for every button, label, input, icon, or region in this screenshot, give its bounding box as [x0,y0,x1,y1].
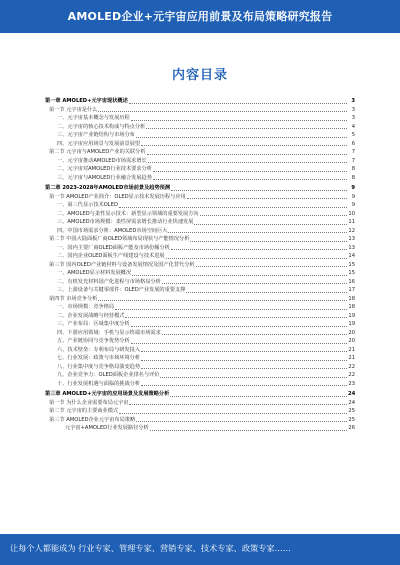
toc-page-number: 21 [348,355,355,361]
toc-page-number: 9 [351,185,355,191]
toc-entry-title: 第三节 AMOLED企业元宇宙布局策略 [49,416,136,423]
toc-entry-section[interactable] [45,235,355,244]
toc-page-number: 24 [348,391,355,397]
toc-entry-item[interactable] [45,201,355,210]
toc-page-number: 19 [348,312,355,319]
report-title: AMOLED企业+元宇宙应用前景及布局策略研究报告 [67,10,333,23]
toc-entry-item[interactable] [45,269,355,278]
table-of-contents [45,97,355,433]
toc-entry-chapter[interactable] [45,97,355,106]
toc-dot-leader [141,360,347,361]
toc-page-number: 8 [351,174,355,181]
toc-dot-leader [129,103,347,104]
toc-dot-leader [115,309,347,310]
toc-dot-leader [136,137,347,138]
toc-entry-title: 一、元宇宙基本概念与发展历程 [57,115,130,121]
toc-entry-title: 二、元宇宙的核心技术构成与特点分析 [57,123,146,130]
toc-dot-leader [119,413,347,414]
toc-entry-item[interactable] [45,380,355,389]
toc-entry-title: 第一节 为什么企业需要布局元宇宙 [49,399,129,406]
toc-page-number: 7 [351,149,355,155]
toc-entry-title: 二、国内企业OLED面板生产线建设与技术进展 [57,253,165,259]
toc-entry-title: 第一章 AMOLED+元宇宙现状概述 [45,98,128,104]
toc-entry-item[interactable] [45,140,355,149]
toc-entry-sub[interactable] [45,424,355,433]
toc-page-number: 5 [351,132,355,138]
toc-dot-leader [168,232,347,233]
toc-dot-leader [153,179,347,180]
toc-page-number: 25 [348,416,355,423]
toc-dot-leader [98,111,347,112]
toc-entry-title: 第一节 AMOLED产业简介：OLED显示技术发展历程与应用 [49,193,186,200]
toc-page-number: 3 [351,98,355,104]
toc-dot-leader [131,120,347,121]
toc-page-number: 8 [351,166,355,172]
toc-page-number: 14 [348,253,355,259]
toc-dot-leader [131,326,347,327]
toc-entry-item[interactable] [45,278,355,287]
toc-dot-leader [187,198,347,199]
toc-entry-section[interactable] [45,261,355,270]
toc-dot-leader [98,300,347,301]
toc-entry-item[interactable] [45,252,355,261]
toc-page-number: 7 [351,157,355,164]
toc-page-number: 4 [351,123,355,130]
toc-page-number: 13 [348,244,355,251]
toc-entry-section[interactable] [45,193,355,202]
toc-dot-leader [150,430,347,431]
toc-entry-title: 四、下游应用领域：手机与显示终端市场需求 [57,329,161,336]
toc-page-number: 21 [348,346,355,353]
toc-entry-title: 四、元宇宙应用场景与发展前景展望 [57,140,141,147]
toc-entry-item[interactable] [45,244,355,253]
toc-dot-leader [200,215,347,216]
toc-entry-title: 三、AMOLED市场规模：柔性屏需求增长推动行业快速发展 [57,219,194,225]
toc-dot-leader [170,396,347,397]
toc-dot-leader [141,368,347,369]
toc-entry-title: 二、元宇宙对AMOLED行业技术要求分析 [57,166,152,172]
toc-entry-title: 第二节 中国大陆面板厂商OLED领域布局现状与产能情况分析 [49,236,190,242]
toc-page-number: 6 [351,140,355,147]
report-header [0,0,400,33]
toc-page-number: 15 [348,270,355,276]
toc-entry-section[interactable] [45,407,355,416]
toc-entry-title: 二、企业发展战略与经营模式 [57,312,125,319]
toc-entry-title: 一、国内主要厂商OLED面板产能及市场份额分析 [57,244,170,251]
toc-dot-leader [146,128,347,129]
toc-entry-item[interactable] [45,114,355,123]
toc-dot-leader [141,385,347,386]
toc-dot-leader [132,275,347,276]
toc-page-number: 19 [348,321,355,327]
toc-dot-leader [194,224,347,225]
toc-entry-item[interactable] [45,165,355,174]
toc-dot-leader [162,334,347,335]
toc-entry-item[interactable] [45,320,355,329]
toc-entry-item[interactable] [45,227,355,236]
toc-entry-item[interactable] [45,363,355,372]
toc-entry-title: 四、中国市场需求分析：AMOLED市场空间巨大 [57,227,168,234]
toc-page-number: 20 [348,329,355,336]
toc-entry-title: 一、元宇宙推动AMOLED市场需求增长 [57,157,147,164]
toc-entry-chapter[interactable] [45,184,355,193]
toc-entry-item[interactable] [45,337,355,346]
toc-entry-title: 第四节 市场竞争分析 [49,295,98,302]
toc-page-number: 12 [348,227,355,234]
toc-page-number: 13 [348,236,355,242]
toc-entry-item[interactable] [45,312,355,321]
toc-entry-section[interactable] [45,399,355,408]
toc-dot-leader [162,283,347,284]
toc-entry-item[interactable] [45,210,355,219]
toc-dot-leader [136,421,347,422]
toc-entry-title: 三、产业布局：区域集中度分析 [57,321,130,327]
toc-entry-item[interactable] [45,303,355,312]
toc-entry-section[interactable] [45,106,355,115]
toc-page-number: 9 [351,202,355,208]
toc-entry-title: 七、行业发展：政策与市场环境分析 [57,355,141,361]
toc-dot-leader [196,266,347,267]
toc-entry-item[interactable] [45,346,355,355]
toc-entry-title: 第二节 元宇宙与AMOLED产业的关联分析 [49,149,146,155]
toc-entry-title: 第一节 元宇宙是什么 [49,106,98,113]
toc-page-number: 20 [348,338,355,344]
toc-entry-item[interactable] [45,286,355,295]
toc-entry-item[interactable] [45,174,355,183]
toc-page-number: 24 [348,399,355,406]
toc-dot-leader [148,162,347,163]
toc-dot-leader [160,377,347,378]
toc-dot-leader [153,171,347,172]
footer-slogan: 让每个人都能成为 行业专家、管理专家、营销专家、技术专家、政策专家…… [10,543,291,553]
toc-dot-leader [119,207,347,208]
toc-entry-item[interactable] [45,157,355,166]
toc-dot-leader [186,292,347,293]
toc-page-number: 18 [348,304,355,310]
toc-entry-title: 第三章 AMOLED+元宇宙的应用场景及发展策略分析 [45,391,170,397]
toc-dot-leader [141,145,347,146]
toc-entry-item[interactable] [45,218,355,227]
toc-dot-leader [171,249,347,250]
toc-page-number: 25 [348,408,355,414]
toc-entry-title: 第三节 国内OLED产业链材料与设备发展情况及国产化替代分析 [49,261,195,268]
toc-entry-title: 十、行业发展机遇与面临的挑战分析 [57,380,141,387]
toc-entry-title: 第二章 2023-2028年AMOLED市场前景及趋势预测 [45,185,171,191]
toc-entry-item[interactable] [45,123,355,132]
toc-entry-section[interactable] [45,295,355,304]
toc-entry-item[interactable] [45,131,355,140]
toc-page-number: 3 [351,115,355,121]
toc-entry-title: 二、AMOLED与柔性显示技术：新型显示领域的重要发展方向 [57,210,199,217]
toc-page-number: 22 [348,363,355,370]
toc-page-number: 11 [348,219,355,225]
toc-page-number: 15 [348,261,355,268]
toc-page-number: 26 [348,425,355,431]
toc-page-number: 17 [348,287,355,293]
toc-entry-title: 一、第三代显示技术OLED [57,202,118,208]
toc-entry-title: 三、上游设备与关键零部件：OLED产业发展的重要支撑 [57,287,186,293]
toc-dot-leader [147,154,347,155]
toc-entry-item[interactable] [45,329,355,338]
toc-entry-item[interactable] [45,371,355,380]
toc-entry-title: 三、元宇宙产业链结构与市场分布 [57,132,135,138]
toc-page-number: 10 [348,210,355,217]
toc-entry-title: 五、产业链协同与竞争优势分析 [57,338,130,344]
toc-page-number: 22 [348,372,355,378]
toc-entry-title: 六、技术壁垒：专利布局与研发投入 [57,346,141,353]
toc-entry-title: 二、有机发光材料国产化进程与市场格局分析 [57,278,161,285]
toc-page-number: 23 [348,380,355,387]
toc-entry-title: 元宇宙+AMOLED行业发展路径分析 [65,425,149,431]
toc-page-number: 16 [348,278,355,285]
toc-entry-section[interactable] [45,148,355,157]
toc-dot-leader [129,404,347,405]
toc-entry-title: 九、企业竞争力：OLED面板企业排名与评价 [57,372,160,378]
toc-entry-section[interactable] [45,416,355,425]
toc-dot-leader [190,241,347,242]
toc-entry-title: 第二节 元宇宙的主要商业模式 [49,408,119,414]
toc-page-number: 3 [351,106,355,113]
toc-dot-leader [131,343,347,344]
toc-entry-title: 八、行业集中度与竞争格局演变趋势 [57,363,141,370]
toc-entry-chapter[interactable] [45,390,355,399]
toc-dot-leader [171,190,347,191]
footer-banner [0,534,400,565]
toc-entry-title: 一、AMOLED显示材料发展概况 [57,270,132,276]
toc-entry-title: 三、元宇宙与AMOLED行业融合发展趋势 [57,174,152,181]
toc-dot-leader [141,351,347,352]
toc-page-number: 18 [348,295,355,302]
toc-dot-leader [125,317,347,318]
toc-entry-item[interactable] [45,354,355,363]
toc-dot-leader [166,258,347,259]
toc-title: 内容目录 [171,68,228,83]
toc-entry-title: 一、市场规模：竞争格局 [57,304,115,310]
toc-page-number: 9 [351,193,355,200]
